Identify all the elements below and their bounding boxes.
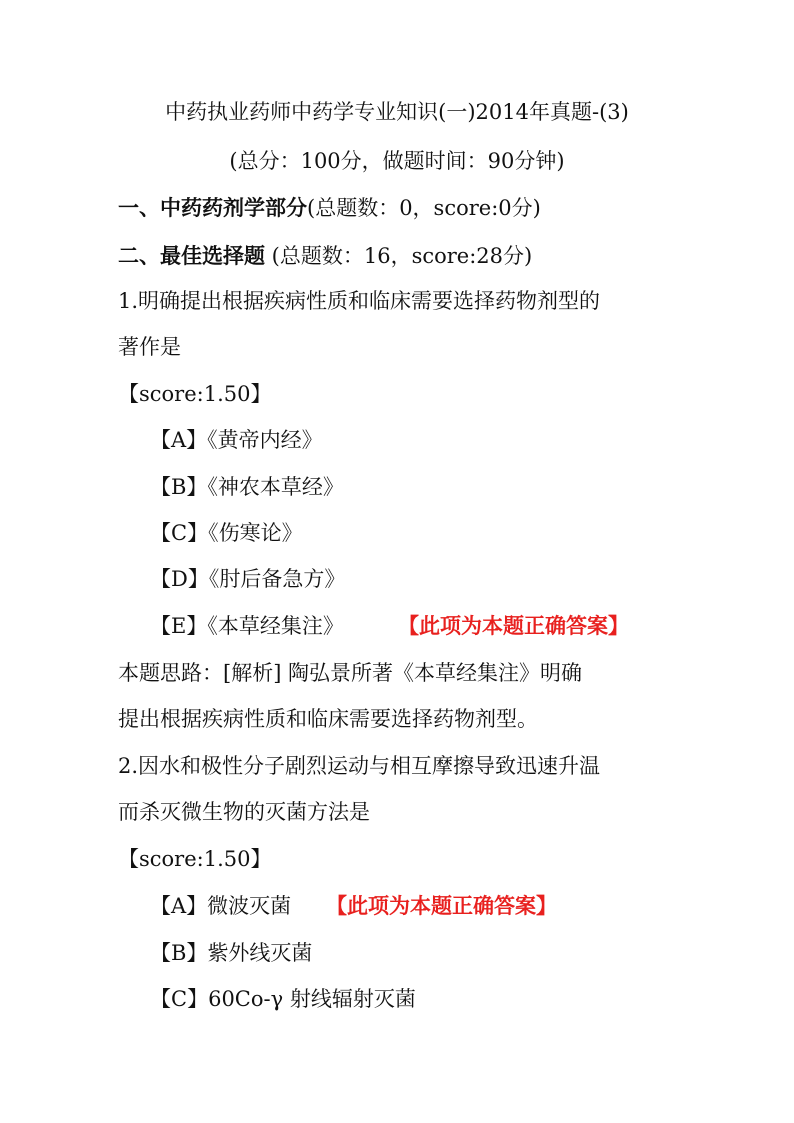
option-a xyxy=(150,425,323,455)
option-text: 微波灭菌 xyxy=(207,894,292,918)
option-text: 紫外线灭菌 xyxy=(207,941,313,965)
option-label: 【A】 xyxy=(150,894,208,918)
analysis-text: 提出根据疾病性质和临床需要选择药物剂型。 xyxy=(118,707,538,731)
question-score: 【score:1.50】 xyxy=(118,847,272,871)
option-label: 【D】 xyxy=(150,567,209,591)
option-c xyxy=(150,518,303,548)
option-b xyxy=(150,938,312,968)
option-d xyxy=(150,564,345,594)
question-text: 2.因水和极性分子剧烈运动与相互摩擦导致迅速升温 xyxy=(118,754,601,778)
option-a xyxy=(150,891,291,921)
option-label: 【E】 xyxy=(150,614,208,638)
section-info: (总题数：0，score:0分) xyxy=(307,196,541,220)
option-text: 《本草经集注》 xyxy=(207,614,344,638)
option-label: 【B】 xyxy=(150,941,208,965)
option-b xyxy=(150,472,344,502)
question-text: 1.明确提出根据疾病性质和临床需要选择药物剂型的 xyxy=(118,289,601,313)
option-c xyxy=(150,984,416,1014)
section-title: 一、中药药剂学部分 xyxy=(118,196,307,220)
option-label: 【B】 xyxy=(150,475,208,499)
option-label: 【C】 xyxy=(150,987,209,1011)
correct-answer-marker: 【此项为本题正确答案】 xyxy=(326,894,557,918)
section-title: 二、最佳选择题 xyxy=(118,244,265,268)
option-label: 【A】 xyxy=(150,428,208,452)
option-label: 【C】 xyxy=(150,521,209,545)
question-text: 著作是 xyxy=(118,335,181,359)
question-text: 而杀灭微生物的灭菌方法是 xyxy=(118,800,370,824)
analysis-text: 本题思路：[解析] 陶弘景所著《本草经集注》明确 xyxy=(118,661,583,685)
page-title: 中药执业药师中药学专业知识(一)2014年真题-(3) xyxy=(165,100,629,124)
correct-answer-marker: 【此项为本题正确答案】 xyxy=(398,614,629,638)
option-text: 《神农本草经》 xyxy=(207,475,344,499)
section-heading xyxy=(118,241,532,271)
exam-info: (总分：100分，做题时间：90分钟) xyxy=(229,149,565,173)
option-text: 《伤寒论》 xyxy=(208,521,303,545)
option-text: 《肘后备急方》 xyxy=(208,567,346,591)
section-info: (总题数：16，score:28分) xyxy=(265,244,533,268)
option-e xyxy=(150,611,344,641)
question-score: 【score:1.50】 xyxy=(118,382,272,406)
option-text: 《黄帝内经》 xyxy=(207,428,323,452)
option-text: 60Co-γ 射线辐射灭菌 xyxy=(208,987,416,1011)
section-heading xyxy=(118,193,541,223)
